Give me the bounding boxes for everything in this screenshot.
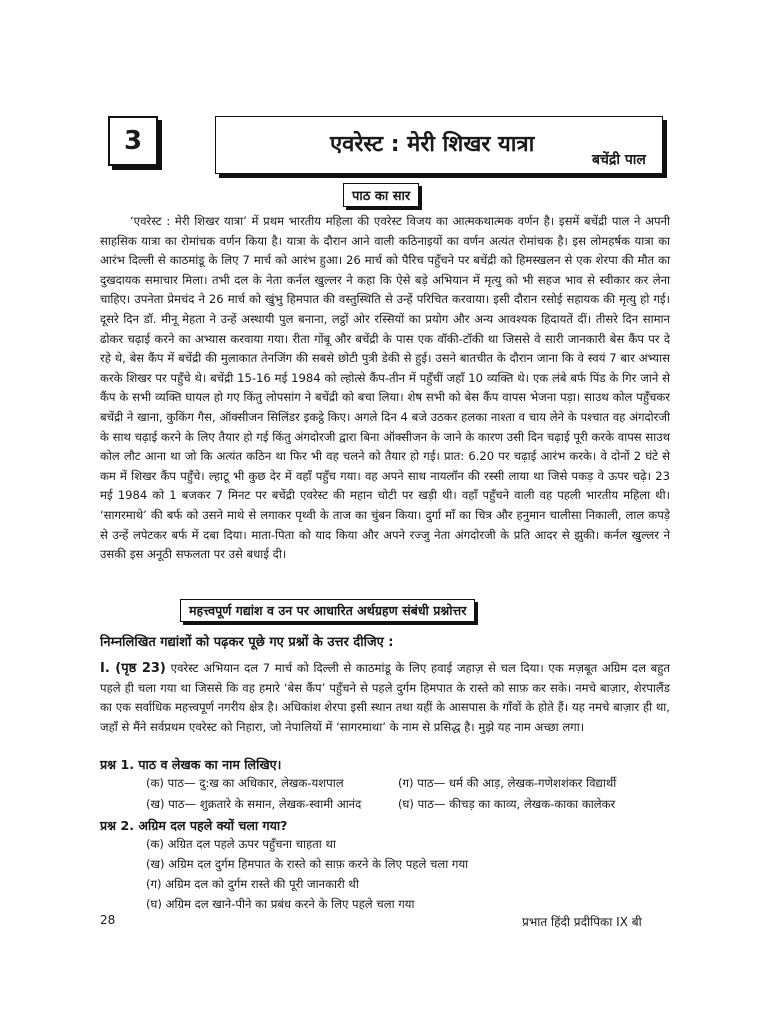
question-1: प्रश्न 1. पाठ व लेखक का नाम लिखिए। [100, 757, 282, 772]
chapter-number: 3 [123, 126, 143, 156]
chapter-title: एवरेस्ट : मेरी शिखर यात्रा [330, 132, 535, 157]
passage-text: एवरेस्ट अभियान दल 7 मार्च को दिल्ली से काठमांडू के लिए हवाई जहाज़ से चल दिया। एक मज़बूत अग्रिम दल बहुत पहले ही चला गया था जिससे कि वह हमारे ‘बेस कैंप’ पहुँचने से पहले दुर्गम हिमपात के रास्ते को साफ़ कर सके। नमचे बाज़ार, शेरपालैंड का एक सर्वाधिक महत्त्वपूर्ण नगरीय क्षेत्र है। अधिकांश शेरपा इसी स्थान तथा यहीं के आसपास के गाँवों के होते हैं। यह नमचे बाज़ार ही था, जहाँ से मैंने सर्वप्रथम एवरेस्ट को निहारा, जो नेपालियों में ‘सागरमाथा’ के नाम से प्रसिद्ध है। मुझे यह नाम अच्छा लगा। [100, 661, 671, 734]
chapter-author: बचेंद्री पाल [592, 152, 646, 168]
qa-instruction: निम्नलिखित गद्यांशों को पढ़कर पूछे गए प्रश्नों के उत्तर दीजिए : [100, 635, 394, 650]
summary-heading: पाठ का सार [343, 183, 419, 207]
question-1-option: (क) पाठ— दु:ख का अधिकार, लेखक-यशपाल [146, 776, 344, 790]
qa-heading: महत्त्वपूर्ण गद्यांश व उन पर आधारित अर्थग्रहण संबंधी प्रश्नोत्तर [180, 599, 475, 622]
question-2-option: (क) अग्रित दल पहले ऊपर पहुँचना चाहता था [146, 837, 336, 851]
chapter-number-box [108, 116, 158, 166]
question-2-option: (ख) अग्रिम दल दुर्गम हिमपात के रास्ते को साफ़ करने के लिए पहले चला गया [146, 857, 469, 871]
book-title: प्रभात हिंदी प्रदीपिका IX बी [522, 915, 642, 929]
page-number: 28 [100, 913, 116, 927]
question-2-option: (घ) अग्रिम दल खाने-पीने का प्रबंध करने के लिए पहले चला गया [146, 897, 415, 911]
passage-paragraph [100, 659, 670, 737]
question-2: प्रश्न 2. अग्रिम दल पहले क्यों चला गया? [100, 818, 288, 833]
question-2-option: (ग) अग्रिम दल को दुर्गम रास्ते की पूरी जानकारी थी [146, 877, 359, 891]
summary-text: ‘एवरेस्ट : मेरी शिखर यात्रा’ में प्रथम भारतीय महिला की एवरेस्ट विजय का आत्मकथात्मक वर्णन है। इसमें बचेंद्री पाल ने अपनी साहसिक यात्रा का रोमांचक वर्णन किया है। यात्रा के दौरान आने वाली कठिनाइयों का वर्णन अत्यंत रोमांचक है। इस लोमहर्षक यात्रा का आरंभ दिल्ली से काठमांडू के लिए 7 मार्च को आरंभ हुआ। 26 मार्च को पैरिच पहुँचने पर बचेंद्री को हिमस्खलन से एक शेरपा की मौत का दुखदायक समाचार मिला। तभी दल के नेता कर्नल खुल्लर ने कहा कि ऐसे बड़े अभियान में मृत्यु को भी सहज भाव से स्वीकार कर लेना चाहिए। उपनेता प्रेमचंद ने 26 मार्च को खुंभु हिमपात की वस्तुस्थिति से उन्हें परिचित करवाया। इसी दौरान रसोई सहायक की मृत्यु हो गई। दूसरे दिन डॉ. मीनू मेहता ने उन्हें अस्थायी पुल बनाना, लट्ठों ओर रस्सियों का प्रयोग और अन्य आवश्यक हिदायतें दीं। तीसरे दिन सामान ढोकर चढ़ाई करने का अभ्यास करवाया गया। रीता गोंबू और बचेंद्री के पास एक वॉकी-टॉकी था जिससे वे सारी जानकारी बेस कैंप पर दे रहे थे, बेस कैंप में बचेंद्री की मुलाकात तेनजिंग की सबसे छोटी पुत्री डेकी से हुई। उसने बातचीत के दौरान जाना कि वे स्वयं 7 बार अभ्यास करके शिखर पर पहुँचे थे। बचेंद्री 15-16 मई 1984 को ल्होत्से कैंप-तीन में पहुँचीं जहाँ 10 व्यक्ति थे। एक लंबे बर्फ पिंड के गिर जाने से कैंप के सभी व्यक्ति घायल हो गए किंतु लोपसांग ने बचेंद्री को बचा लिया। शेष सभी को बेस कैंप वापस भेजना पड़ा। साउथ कोल पहुँचकर बचेंद्री ने खाना, कुकिंग गैस, ऑक्सीजन सिलिंडर इकट्ठे किए। अगले दिन 4 बजे उठकर हलका नाश्ता व चाय लेने के पश्चात वह अंगदोरजी के साथ चढ़ाई करने के लिए तैयार हो गई किंतु अंगदोरजी द्वारा बिना ऑक्सीजन के जाने के कारण उसी दिन चढ़ाई पूरी करके वापस साउथ कोल लौट आना था जो कि अत्यंत कठिन था फिर भी वह चलने को तैयार हो गई। प्रात: 6.20 पर चढ़ाई आरंभ करके। वे दोनों 2 घंटे से कम में शिखर कैंप पहुँचे। ल्हाटू भी कुछ देर में वहाँ पहुँच गया। वह अपने साथ नायलॉन की रस्सी लाया था जिसे पकड़ वे ऊपर चढ़े। 23 मई 1984 को 1 बजकर 7 मिनट पर बचेंद्री एवरेस्ट की महान चोटी पर खड़ी थी। वहाँ पहुँचने वाली वह पहली भारतीय महिला थी। ‘सागरमाथे’ की बर्फ को उसने माथे से लगाकर पृथ्वी के ताज का चुंबन किया। दुर्गा माँ का चित्र और हनुमान चालीसा निकाली, लाल कपड़े से उन्हें लपेटकर बर्फ में दबा दिया। माता-पिता को याद किया और अपने रज्जु नेता अंगदोरजी के प्रति आदर से झुकी। कर्नल खुल्लर ने उसकी इस अनूठी सफलता पर उसे बधाई दी। [100, 214, 670, 562]
question-1-option: (घ) पाठ— कीचड़ का काव्य, लेखक-काका कालेकर [398, 797, 616, 811]
question-1-option: (ख) पाठ— शुक्रतारे के समान, लेखक-स्वामी आनंद [146, 797, 362, 811]
summary-paragraph [100, 212, 670, 565]
question-1-option: (ग) पाठ— धर्म की आड़, लेखक-गणेशशंकर विद्यार्थी [398, 776, 617, 790]
passage-reference: I. (पृष्ठ 23) [100, 661, 166, 676]
